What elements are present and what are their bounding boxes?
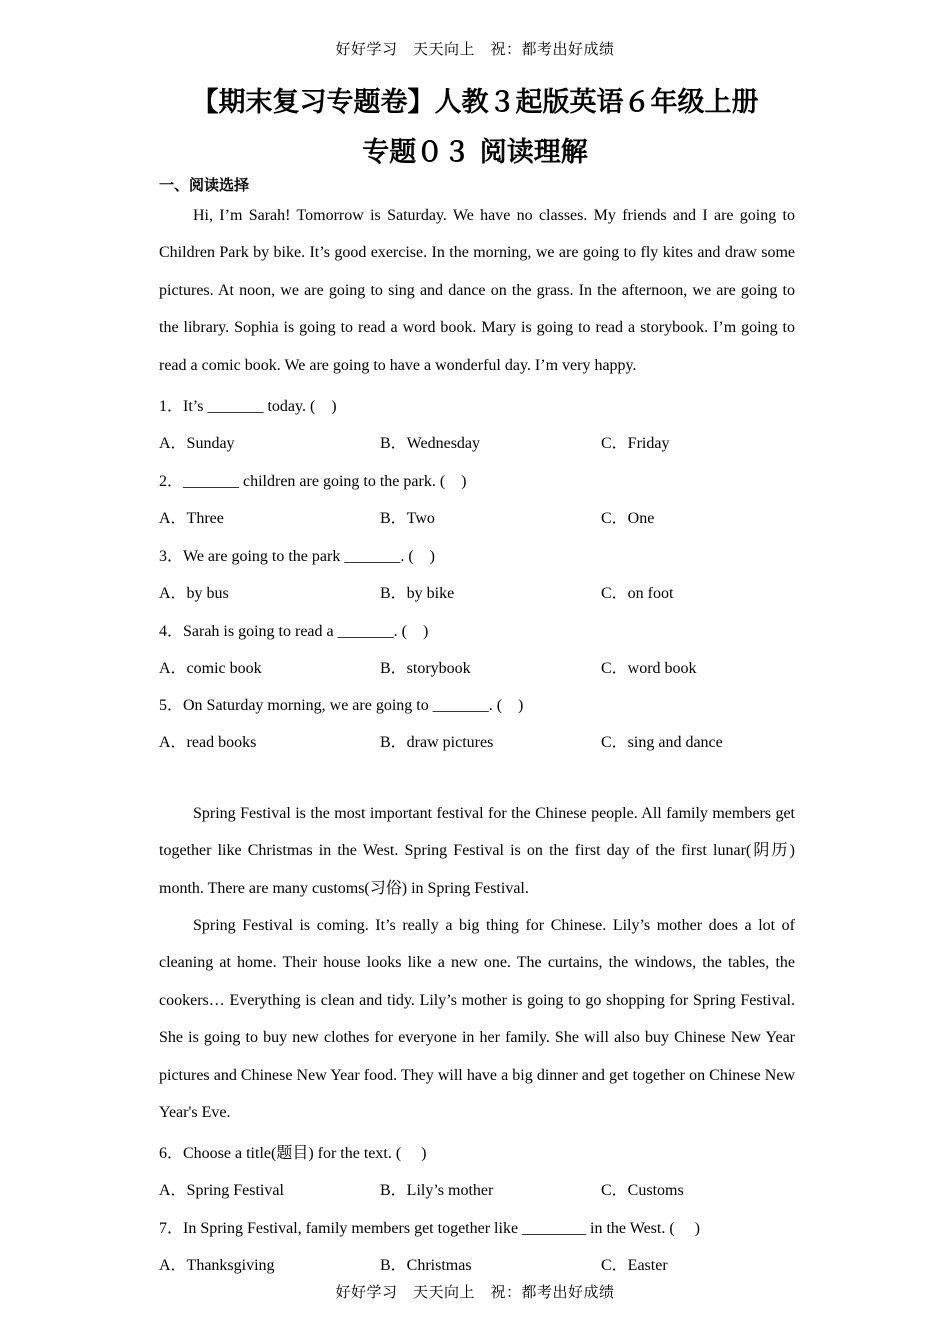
question-2-option-c: C．One [601, 510, 655, 527]
question-5-option-c: C．sing and dance [601, 734, 723, 751]
question-6-option-a: A．Spring Festival [159, 1182, 284, 1199]
page-header: 好好学习 天天向上 祝：都考出好成绩 [335, 40, 615, 58]
question-4-option-a: A．comic book [159, 660, 262, 677]
document-subtitle: 专题０３ 阅读理解 [362, 137, 588, 168]
question-5: 5．On Saturday morning, we are going to _______. ( ) [159, 697, 524, 714]
question-2: 2．_______ children are going to the park. ( ) [159, 473, 467, 490]
question-3-option-a: A．by bus [159, 585, 229, 602]
question-1-option-a: A．Sunday [159, 435, 235, 452]
question-7-option-b: B．Christmas [380, 1257, 472, 1274]
question-7-option-c: C．Easter [601, 1257, 668, 1274]
document-title: 【期末复习专题卷】人教３起版英语６年级上册 [191, 87, 759, 118]
question-5-option-b: B．draw pictures [380, 734, 494, 751]
reading-passage-2-paragraph-2: Spring Festival is coming. It’s really a big thing for Chinese. Lily’s mother does a lot of cleaning at home. Their house looks like a new one. The curtains, the windows, the tables, the cookers… Everything is clean and tidy. Lily’s mother is going to go shopping for Spring Festival. She is going to buy new clothes for everyone in her family. She will also buy Chinese New Year pictures and Chinese New Year food. They will have a big dinner and get together on Chinese New Year's Eve. [159, 917, 795, 1122]
question-3-option-c: C．on foot [601, 585, 674, 602]
question-1-option-c: C．Friday [601, 435, 670, 452]
question-4: 4．Sarah is going to read a _______. ( ) [159, 623, 429, 640]
page-footer: 好好学习 天天向上 祝：都考出好成绩 [335, 1283, 615, 1301]
question-6: 6．Choose a title(题目) for the text. ( ) [159, 1145, 427, 1162]
reading-passage-1: Hi, I’m Sarah! Tomorrow is Saturday. We have no classes. My friends and I are going to Children Park by bike. It’s good exercise. In the morning, we are going to fly kites and draw some pictures. At noon, we are going to sing and dance on the grass. In the afternoon, we are going to the library. Sophia is going to read a word book. Mary is going to read a storybook. I’m going to read a comic book. We are going to have a wonderful day. I’m very happy. [159, 207, 795, 374]
question-7-option-a: A．Thanksgiving [159, 1257, 275, 1274]
question-2-option-a: A．Three [159, 510, 224, 527]
question-4-option-b: B．storybook [380, 660, 471, 677]
question-3-option-b: B．by bike [380, 585, 455, 602]
question-1-option-b: B．Wednesday [380, 435, 481, 452]
question-6-option-b: B．Lily’s mother [380, 1182, 494, 1199]
reading-passage-2-paragraph-1: Spring Festival is the most important festival for the Chinese people. All family members get together like Christmas in the West. Spring Festival is on the first day of the first lunar(阴历) month. There are many customs(习俗) in Spring Festival. [159, 805, 795, 897]
question-3: 3．We are going to the park _______. ( ) [159, 548, 435, 565]
question-4-option-c: C．word book [601, 660, 697, 677]
question-2-option-b: B．Two [380, 510, 435, 527]
question-1: 1．It’s _______ today. ( ) [159, 398, 337, 415]
question-5-option-a: A．read books [159, 734, 257, 751]
question-7: 7．In Spring Festival, family members get together like ________ in the West. ( ) [159, 1220, 700, 1237]
section-heading: 一、阅读选择 [159, 176, 250, 194]
question-6-option-c: C．Customs [601, 1182, 684, 1199]
